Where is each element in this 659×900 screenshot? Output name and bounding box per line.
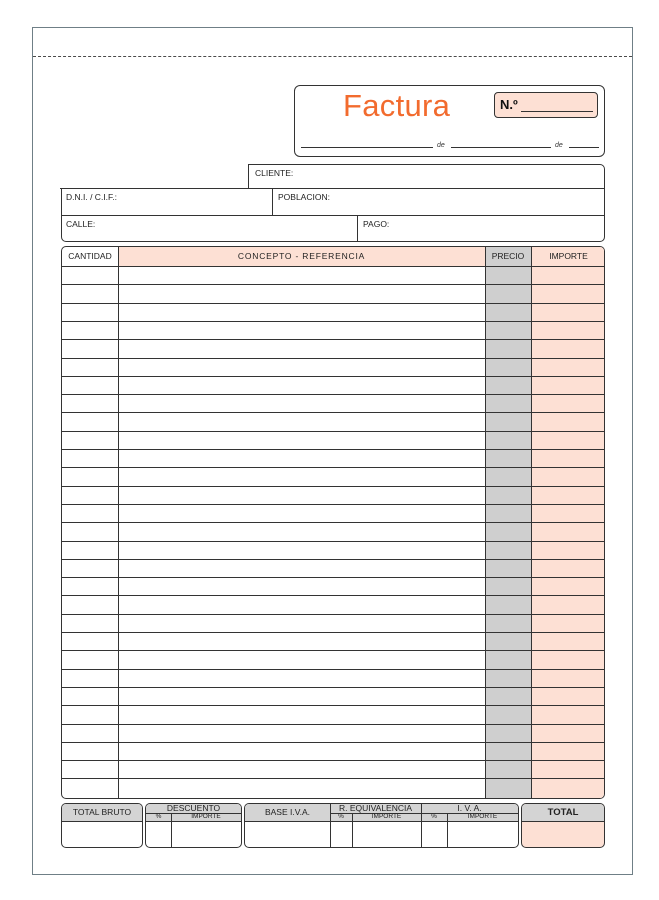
- client-row-divider-1: [248, 188, 604, 189]
- calle-label: CALLE:: [66, 219, 96, 229]
- table-row[interactable]: [62, 559, 604, 560]
- date-year-line: [569, 147, 599, 148]
- table-row[interactable]: [62, 321, 604, 322]
- total-label: TOTAL: [547, 807, 579, 818]
- table-row[interactable]: [62, 339, 604, 340]
- date-separator-1: de: [437, 142, 445, 149]
- invoice-title: Factura: [343, 88, 451, 123]
- table-row[interactable]: [62, 303, 604, 304]
- invoice-header: [294, 85, 605, 157]
- date-month-line: [451, 147, 551, 148]
- client-step-ledge: [60, 188, 250, 189]
- iva-importe-label: IMPORTE: [467, 813, 498, 820]
- table-row[interactable]: [62, 449, 604, 450]
- r-eq-importe-label: IMPORTE: [371, 813, 402, 820]
- table-row[interactable]: [62, 284, 604, 285]
- date-field[interactable]: [301, 137, 599, 151]
- invoice-number-field[interactable]: [494, 92, 598, 118]
- r-equivalencia-label: R. EQUIVALENCIA: [338, 803, 413, 813]
- table-row[interactable]: [62, 577, 604, 578]
- items-table: [61, 246, 605, 799]
- date-day-line: [301, 147, 433, 148]
- descuento-pct-label: %: [155, 813, 162, 820]
- r-eq-pct-label: %: [338, 813, 344, 820]
- col-header-cantidad: CANTIDAD: [68, 251, 112, 261]
- client-row-divider-2: [62, 215, 604, 216]
- cliente-label: CLIENTE:: [255, 168, 294, 178]
- table-row[interactable]: [62, 522, 604, 523]
- table-row[interactable]: [62, 632, 604, 633]
- table-row[interactable]: [62, 650, 604, 651]
- table-row[interactable]: [62, 266, 604, 267]
- descuento-box[interactable]: [145, 803, 242, 848]
- base-iva-label: BASE I.V.A.: [264, 807, 311, 817]
- date-separator-2: de: [555, 142, 563, 149]
- invoice-number-label: N.º: [500, 97, 518, 112]
- table-row[interactable]: [62, 541, 604, 542]
- descuento-importe-label: IMPORTE: [191, 813, 221, 820]
- table-row[interactable]: [62, 358, 604, 359]
- table-row[interactable]: [62, 467, 604, 468]
- total-box[interactable]: [521, 803, 605, 848]
- table-row[interactable]: [62, 724, 604, 725]
- table-row[interactable]: [62, 669, 604, 670]
- client-col-divider-1: [272, 188, 273, 215]
- col-header-precio: PRECIO: [491, 251, 525, 261]
- client-step-mask: [60, 163, 248, 188]
- table-row[interactable]: [62, 614, 604, 615]
- pago-label: PAGO:: [363, 219, 390, 229]
- iva-summary-box[interactable]: [244, 803, 519, 848]
- table-row[interactable]: [62, 705, 604, 706]
- perforation-line: [33, 56, 632, 57]
- table-row[interactable]: [62, 760, 604, 761]
- poblacion-label: POBLACION:: [278, 192, 330, 202]
- invoice-number-line: [521, 111, 593, 112]
- table-row[interactable]: [62, 412, 604, 413]
- table-row[interactable]: [62, 742, 604, 743]
- descuento-label: DESCUENTO: [166, 803, 221, 813]
- table-row[interactable]: [62, 394, 604, 395]
- col-header-concepto: CONCEPTO - REFERENCIA: [237, 251, 366, 261]
- table-row[interactable]: [62, 486, 604, 487]
- client-col-divider-2: [357, 215, 358, 242]
- iva-pct-label: %: [431, 813, 437, 820]
- client-step-divider: [248, 164, 249, 189]
- col-header-importe: IMPORTE: [549, 251, 588, 261]
- table-row[interactable]: [62, 778, 604, 779]
- client-details: [61, 164, 605, 242]
- table-row[interactable]: [62, 687, 604, 688]
- total-bruto-box[interactable]: [61, 803, 143, 848]
- table-row[interactable]: [62, 431, 604, 432]
- iva-label: I. V. A.: [457, 803, 482, 813]
- table-row[interactable]: [62, 504, 604, 505]
- table-row[interactable]: [62, 376, 604, 377]
- table-row[interactable]: [62, 595, 604, 596]
- invoice-sheet: [32, 27, 633, 875]
- dni-cif-label: D.N.I. / C.I.F.:: [66, 192, 118, 202]
- total-bruto-label: TOTAL BRUTO: [72, 807, 132, 817]
- date-underline: [301, 156, 599, 157]
